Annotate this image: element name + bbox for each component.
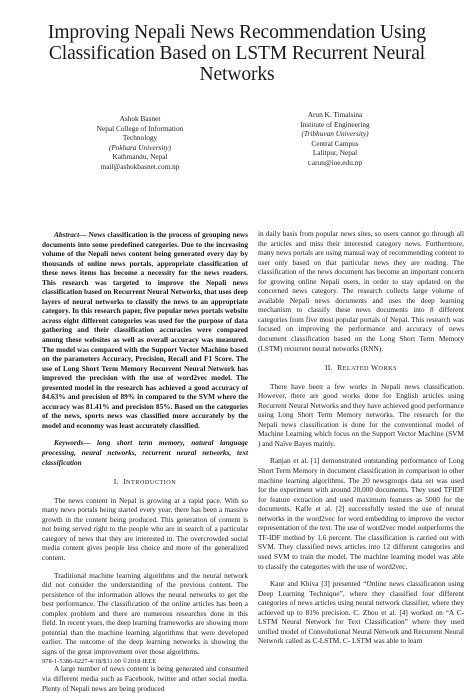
author-name: Arun K. Timalsina xyxy=(307,110,363,119)
right-column xyxy=(258,229,464,646)
author-block-2 xyxy=(270,110,400,168)
author-email: t.arun@ioe.edu.np xyxy=(308,157,362,167)
related-paragraph-1: There have been a few works in Nepali news classification. However, there are good works done for English articles using Recurrent Neural Networks and they have achieved good performance using Long Short Term Memory networks. The research for the Nepali news classification is done for the conventional model of Machine Learning which focus on the Support Vector Machine (SVM ) and Naïve Bayes mainly. xyxy=(258,381,464,448)
author-university: (Pokhara University) xyxy=(108,142,172,152)
related-paragraph-2: Ranjan et al. [1] demonstrated outstanding performance of Long Short Term Memory in document classification in comparison to other machine learning algorithms. The 20 newsgroups data set was used for the experiment with around 20,000 documents. They used TFIDF for feature extraction and used maximum features as 5000 for the documents. Kafle et al. [2] successfully tested the use of neural networks in the word2vec for word embedding to improve the vector representation of the text. The use of word2vec model outperforms the TF-IDF method by 1.6 percent. The classification is carried out with SVM. They classified news articles into 12 different categories and used SVM to train the model. The machine learning model was able to classify the categories with the use of word2vec. xyxy=(258,456,464,571)
author-location: Lalitpur, Nepal xyxy=(312,148,358,158)
intro-paragraph-3: A large number of news content is being generated and consumed via different media such as Facebook, twitter and other social media. Plenty of Nepali news are being produced xyxy=(42,664,248,693)
paper-title: Improving Nepali News Recommendation Using Classification Based on LSTM Recurrent Neural Networks xyxy=(47,22,427,85)
abstract: Abstract— News classification is the process of grouping news documents into some predefined categories. Due to the increasing volume of the Nepali news content being generated every day by thousands of online news portals, appropriate classification of these news items has become a necessity for the news readers. This research was targeted to improve the Nepali news classification based on Recurrent Neural Networks, that uses deep layers of neural networks to classify the news to an appropriate category. In this research paper, five popular news portals website across eight different categories was used for the purpose of data gathering and their classification accuracies were compared among these websites as well as overall accuracy was measured. The model was compared with the Support Vector Machine based on the parameters Accuracy, Precision, Recall and F1 Score. The use of Long Short Term Memory Recurrent Neural Network has improved the precision with the use of word2vec model. The presented model in the research has achieved a good accuracy of 84.63% and precision of 89% in compared to the SVM where the accuracy was 81.41% and precision 85%. Based on the categories of the news, sports news was classified more accurately by the model and economy was least accurately classified. xyxy=(42,230,248,430)
author-email: mail@ashokbasnet.com.np xyxy=(100,161,180,171)
intro-paragraph-continued: in daily basis from popular news sites, so users cannot go through all the articles and miss their interested category news. Furthermore, many news portals are using manual way of recommending content to user only based on that particular news they are reading. The classification of the news document has become an important concern for growing online Nepali users, in order to stay updated on the concerned news category. The research collects large volume of available Nepali news documents and uses the deep learning mechanism to classify these news documents into 8 different categories from five most popular portals of Nepal. This research was focused on improving the performance and accuracy of news document classification based on the Long Short Term Memory (LSTM) recurrent neural networks (RNN). xyxy=(258,229,464,353)
copyright-footer: 978-1-5386-6227-4/18/$31.00 ©2018 IEEE xyxy=(42,658,157,665)
related-paragraph-3: Kaur and Khiva [3] presented “Online news classification using Deep Learning Technique”, where they classified four different categories of news articles using neural network classifier, where they achieved up to 81% precision. C. Zhou et al. [4] worked on “A C-LSTM Neural Network for Text Classification” where they used unified model of Convolutional Neural Network and Recurrent Neural Network called as C-LSTM. C- LSTM was able to learn xyxy=(258,579,464,646)
author-affiliation: Technology xyxy=(122,133,158,143)
author-location: Kathmandu, Nepal xyxy=(112,152,168,162)
author-affiliation: Nepal College of Information xyxy=(96,123,184,133)
author-campus: Central Campus xyxy=(311,138,359,148)
intro-paragraph-2: Traditional machine learning algorithms and the neural network did not consider the understanding of the previous content. The persistence of the information allows the neural networks to get the best performance. The classification of the online articles has been a complex problem and there are numerous researches done in this field. In recent years, the deep learning frameworks are showing more potential than the machine learning algorithms that were developed earlier. The outcome of the deep learning networks is showing the signs of the great improvement over those algorithms. xyxy=(42,570,248,656)
author-block-1 xyxy=(70,114,210,172)
author-affiliation: Institute of Engineering xyxy=(300,119,370,129)
intro-paragraph-1: The news content in Nepal is growing at a rapid pace. With so many news portals being started every year, there has been a massive growth in the content being produced. This generation of content is not being served right to the people who are in search of a particular category of news that they are interested in. The overcrowded social media content gives people less choice and more of the generalized content. xyxy=(42,495,248,562)
keywords: Keywords— long short term memory, natural language processing, neural networks, recurrent neural networks, text classification xyxy=(42,438,248,467)
left-column xyxy=(42,230,248,693)
section-heading-introduction: I. INTRODUCTION xyxy=(113,477,177,487)
author-university: (Tribhuvan University) xyxy=(301,129,369,139)
section-heading-related-works: II. RELATED WORKS xyxy=(324,363,398,373)
author-name: Ashok Basnet xyxy=(119,114,161,123)
